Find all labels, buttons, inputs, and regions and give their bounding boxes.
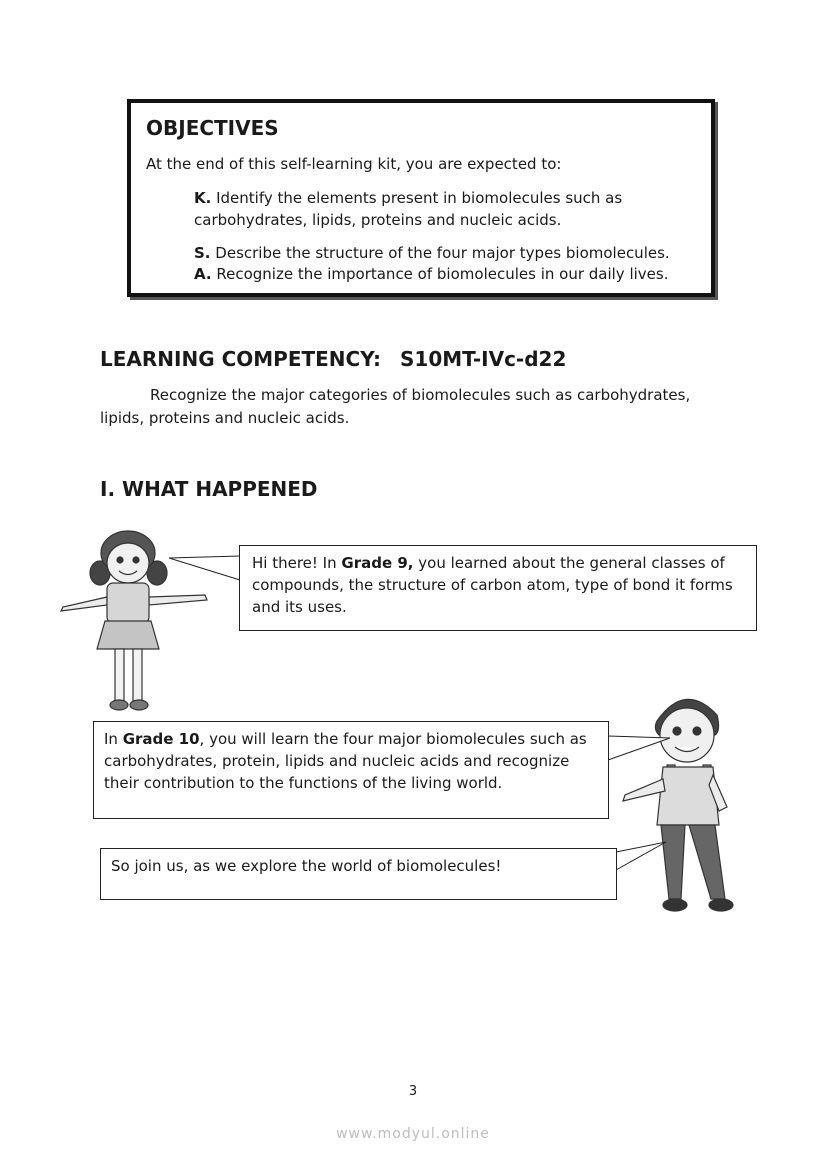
page-number: 3 — [408, 1084, 418, 1099]
competency-heading: LEARNING COMPETENCY: — [100, 347, 381, 371]
boy-bubble2-tail — [612, 838, 672, 878]
objective-letter: K. — [194, 189, 212, 207]
objective-item-a — [194, 263, 704, 285]
girl-bubble-text-pre: Hi there! In — [252, 554, 342, 572]
watermark: www.modyul.online — [336, 1126, 490, 1142]
objective-letter: S. — [194, 244, 211, 262]
boy-bubble2-text: So join us, as we explore the world of biomolecules! — [111, 857, 502, 875]
objective-item-s — [194, 242, 704, 264]
girl-bubble-text-post: you learned about the general classes of compounds, the structure of carbon atom, type of bond it forms and its uses. — [252, 554, 733, 616]
objective-letter: A. — [194, 265, 212, 283]
objectives-box — [127, 99, 715, 297]
boy-bubble1-tail — [604, 730, 676, 790]
girl-bubble-tail — [165, 550, 245, 590]
boy-bubble1-bold: Grade 10 — [122, 730, 200, 748]
competency-code: S10MT-IVc-d22 — [400, 347, 567, 371]
objective-item-k — [194, 187, 704, 231]
objective-text: Identify the elements present in biomolecules such as carbohydrates, lipids, proteins and nucleic acids. — [194, 189, 623, 229]
girl-speech-bubble — [239, 545, 757, 631]
girl-bubble-bold: Grade 9, — [341, 554, 414, 572]
objectives-intro: At the end of this self-learning kit, you are expected to: — [146, 155, 562, 173]
boy-bubble1-text-post: , you will learn the four major biomolecules such as carbohydrates, protein, lipids and nucleic acids and recognize their contribution to the functions of the living world. — [104, 730, 587, 792]
section-heading: I. WHAT HAPPENED — [100, 477, 318, 501]
boy-speech-bubble-2 — [100, 848, 617, 900]
objective-text: Recognize the importance of biomolecules in our daily lives. — [211, 265, 669, 283]
boy-speech-bubble-1 — [93, 721, 609, 819]
objectives-title: OBJECTIVES — [146, 116, 279, 140]
boy-illustration — [615, 683, 755, 923]
boy-bubble1-text-pre: In — [104, 730, 123, 748]
competency-text: Recognize the major categories of biomolecules such as carbohydrates, lipids, proteins and nucleic acids. — [100, 386, 691, 427]
objective-text: Describe the structure of the four major types biomolecules. — [210, 244, 670, 262]
